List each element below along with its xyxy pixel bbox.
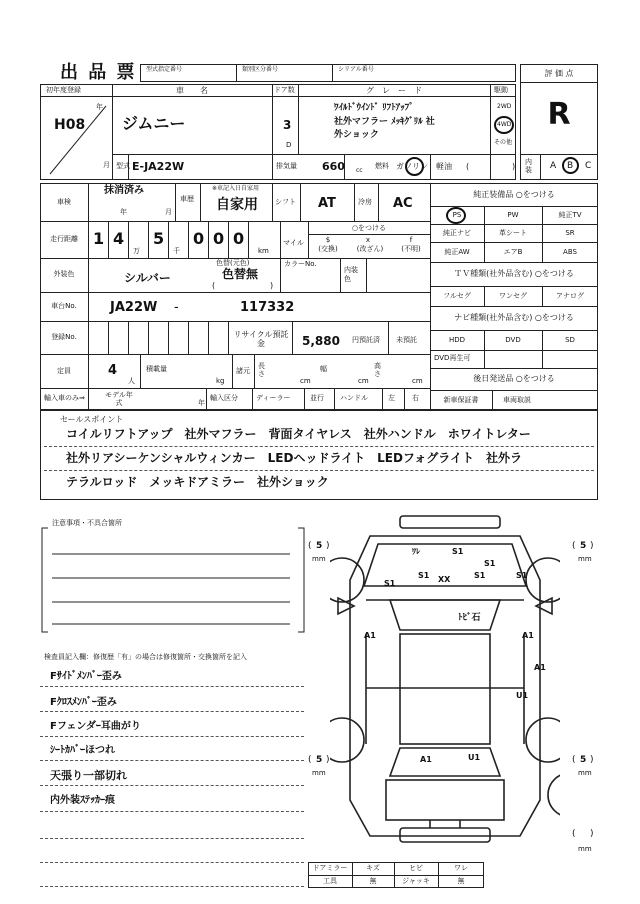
- first-reg-label: 初年度登録: [46, 86, 81, 94]
- drive-other: その他: [494, 139, 513, 146]
- tire-fr-depth: 5: [580, 541, 587, 551]
- inspection-status: 抹消済み: [104, 185, 144, 196]
- inspector-note-label: 検査員記入欄：修復歴「有」の場合は修復箇所・交換箇所を記入: [44, 653, 247, 661]
- capacity: 4: [108, 363, 118, 378]
- note-item-2: Fｸﾛｽﾒﾝﾊﾞｰ歪み: [50, 697, 117, 708]
- mileage-digit-2: 4: [113, 229, 125, 248]
- interior-b-circle: [562, 157, 579, 174]
- note-item-5: 天張り一部切れ: [50, 769, 127, 782]
- displacement: 660: [322, 160, 345, 173]
- mark-u1-right: U1: [516, 691, 529, 700]
- cooler: AC: [393, 196, 413, 211]
- tire-rr-depth: 5: [580, 755, 587, 765]
- mileage-digit-8: 0: [233, 229, 245, 248]
- equip-ps-circle: [446, 207, 466, 224]
- mark-a1-left: A1: [364, 631, 376, 640]
- fuel-gasoline: ガソリン: [396, 162, 428, 171]
- mileage-digit-6: 0: [193, 229, 205, 248]
- usage: 自家用: [216, 197, 258, 213]
- sheet-title: 出 品 票: [60, 62, 137, 83]
- mark-xx: XX: [438, 575, 451, 584]
- mark-s1-front: S1: [384, 579, 396, 588]
- grade-label: グ レ ー ド: [366, 86, 422, 95]
- car-name-label: 車 名: [176, 86, 208, 95]
- grade-line-3: 外ショック: [334, 130, 379, 140]
- mark-s1-c: S1: [418, 571, 430, 580]
- note-item-3: Fフェンダｰ耳曲がり: [50, 721, 141, 732]
- mileage-digit-7: 0: [213, 229, 225, 248]
- mark-s1-b: S1: [484, 559, 496, 568]
- grade-line-2: 社外マフラー ﾒｯｷｸﾞﾘﾙ 社: [334, 117, 435, 127]
- mark-s1-e: S1: [516, 571, 528, 580]
- rating-label: 評 価 点: [544, 69, 574, 78]
- tire-rl-depth: 5: [316, 755, 323, 765]
- door-label: ドア数: [274, 86, 295, 94]
- header-id-box: [140, 64, 516, 82]
- sales-label: セールスポイント: [60, 415, 124, 424]
- mark-u1-tail: U1: [468, 753, 481, 762]
- class-no-label: 類別区分番号: [242, 66, 279, 73]
- tire-fl-depth: 5: [316, 541, 323, 551]
- first-reg-year: H08: [54, 117, 86, 133]
- drive-label: 駆動: [494, 86, 508, 94]
- exterior-color: シルバー: [124, 271, 171, 285]
- drive-4wd: 4WD: [497, 121, 512, 128]
- chassis-number: 117332: [240, 300, 295, 315]
- chassis-prefix: JA22W: [110, 300, 158, 315]
- mileage-digit-4: 5: [153, 229, 165, 248]
- notes-bracket: [40, 526, 310, 638]
- repaint-status: 色替無: [222, 267, 259, 281]
- rating-value: R: [547, 97, 571, 132]
- drive-4wd-circle: [494, 116, 514, 134]
- interior-c: C: [585, 161, 592, 171]
- note-item-1: Fｻｲﾄﾞﾒﾝﾊﾞｰ歪み: [50, 671, 122, 682]
- grade-line-1: ﾜｲﾙﾄﾞｳｲﾝﾄﾞ ﾘﾌﾄｱｯﾌﾟ: [334, 103, 414, 113]
- mark-stone-chip: ﾄﾋﾞ石: [458, 613, 481, 623]
- drive-2wd: 2WD: [497, 103, 512, 110]
- fuel-diesel: 軽油: [436, 162, 452, 171]
- model-code: E-JA22W: [132, 160, 185, 173]
- mark-s1-d: S1: [474, 571, 486, 580]
- mark-a1-rear: A1: [534, 663, 546, 672]
- type-no-label: 型式指定番号: [146, 66, 183, 73]
- recycle-amount: 5,880: [302, 334, 340, 348]
- car-damage-diagram: [330, 510, 560, 850]
- note-item-6: 内外装ｽﾃｯｶｰ痕: [50, 795, 115, 806]
- sales-line-3: テラルロッド メッキドアミラー 社外ショック: [66, 475, 329, 489]
- fuel-gasoline-circle: [405, 157, 424, 176]
- interior-a: A: [550, 161, 557, 171]
- sales-line-1: コイルリフトアップ 社外マフラー 背面タイヤレス 社外ハンドル ホワイトレター: [66, 427, 531, 441]
- mark-a1-right: A1: [522, 631, 534, 640]
- mark-a1-tail: A1: [420, 755, 432, 764]
- equip-ps: PS: [452, 211, 462, 219]
- sales-line-2: 社外リアシーケンシャルウィンカー LEDヘッドライト LEDフォグライト 社外ラ: [66, 451, 522, 465]
- interior-label: 内装: [525, 158, 532, 174]
- serial-label: シリアル番号: [338, 66, 374, 73]
- equipment-title: 純正装備品 ○をつける: [473, 190, 555, 199]
- mark-crack: ﾜﾚ: [412, 547, 420, 556]
- note-item-4: ｼｰﾄｶﾊﾞｰほつれ: [50, 745, 115, 756]
- shift: AT: [318, 196, 336, 211]
- door-count: 3: [283, 118, 292, 132]
- car-name: ジムニー: [122, 114, 186, 133]
- mileage-digit-1: 1: [93, 229, 105, 248]
- interior-b: B: [567, 161, 574, 171]
- notes-label: 注意事項・不具合箇所: [52, 519, 122, 527]
- mark-s1-a: S1: [452, 547, 464, 556]
